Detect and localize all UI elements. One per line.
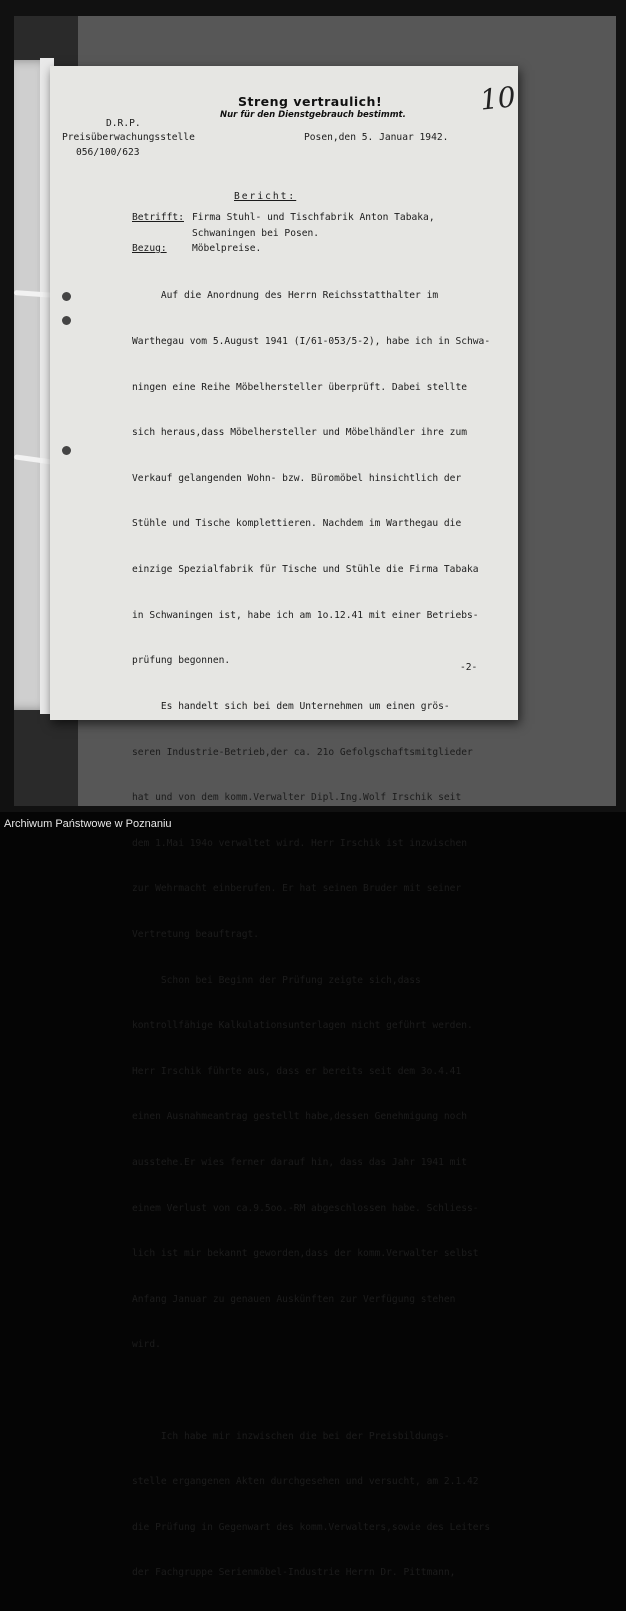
report-body bbox=[132, 258, 512, 1611]
punch-hole bbox=[62, 292, 71, 301]
body-line: einem Verlust von ca.9.5oo.-RM abgeschlossen habe. Schliess- bbox=[132, 1202, 479, 1214]
body-line: Es handelt sich bei dem Unternehmen um einen grös- bbox=[132, 700, 450, 712]
body-line: Vertretung beauftragt. bbox=[132, 928, 260, 940]
page-number: 10 bbox=[478, 80, 518, 117]
body-line: lich ist mir bekannt geworden,dass der komm.Verwalter selbst bbox=[132, 1248, 479, 1260]
subject-line-2: Schwaningen bei Posen. bbox=[192, 228, 320, 239]
body-line: Stühle und Tische komplettieren. Nachdem im Warthegau die bbox=[132, 518, 462, 530]
punch-hole bbox=[62, 316, 71, 325]
reference-label: Bezug: bbox=[132, 243, 167, 254]
body-line: dem 1.Mai 194o verwaltet wird. Herr Irschik ist inzwischen bbox=[132, 837, 468, 849]
continuation-mark: -2- bbox=[460, 662, 478, 673]
report-heading: Bericht: bbox=[234, 191, 297, 202]
body-line: sich heraus,dass Möbelhersteller und Möbelhändler ihre zum bbox=[132, 427, 468, 439]
body-line: Schon bei Beginn der Prüfung zeigte sich,dass bbox=[132, 974, 421, 986]
body-line: stelle ergangenen Akten durchgesehen und versucht, am 2.1.42 bbox=[132, 1476, 479, 1488]
confidential-stamp bbox=[220, 94, 406, 120]
stamp-line-1: Streng vertraulich! bbox=[238, 94, 383, 109]
body-line: kontrollfähige Kalkulationsunterlagen nicht geführt werden. bbox=[132, 1020, 473, 1032]
body-line: zur Wehrmacht einberufen. Er hat seinen Bruder mit seiner bbox=[132, 883, 462, 895]
punch-hole bbox=[62, 446, 71, 455]
subject-line-1: Firma Stuhl- und Tischfabrik Anton Tabaka, bbox=[192, 212, 435, 223]
body-line: wird. bbox=[132, 1339, 161, 1351]
sender-office: Preisüberwachungsstelle bbox=[62, 132, 195, 143]
file-reference: 056/100/623 bbox=[76, 147, 140, 158]
body-line: die Prüfung in Gegenwart des komm.Verwalters,sowie des Leiters bbox=[132, 1521, 491, 1533]
archive-caption: Archiwum Państwowe w Poznaniu bbox=[4, 818, 172, 830]
body-line: Anfang Januar zu genauen Auskünften zur Verfügung stehen bbox=[132, 1293, 456, 1305]
body-line: prüfung begonnen. bbox=[132, 655, 231, 667]
body-line: Herr Irschik führte aus, dass er bereits seit dem 3o.4.41 bbox=[132, 1065, 462, 1077]
reference-text: Möbelpreise. bbox=[192, 243, 262, 254]
body-line: seren Industrie-Betrieb,der ca. 21o Gefolgschaftsmitglieder bbox=[132, 746, 473, 758]
sender-abbrev: D.R.P. bbox=[106, 118, 141, 129]
body-line: ausstehe.Er wies ferner darauf hin, dass das Jahr 1941 mit bbox=[132, 1156, 468, 1168]
body-line: einen Ausnahmeantrag gestellt habe,dessen Genehmigung noch bbox=[132, 1111, 468, 1123]
body-line: Auf die Anordnung des Herrn Reichsstatthalter im bbox=[132, 290, 439, 302]
place-date: Posen,den 5. Januar 1942. bbox=[304, 132, 449, 143]
stamp-line-2: Nur für den Dienstgebrauch bestimmt. bbox=[220, 110, 406, 120]
body-line: der Fachgruppe Serienmöbel-Industrie Herrn Dr. Pittmann, bbox=[132, 1567, 456, 1579]
subject-label: Betrifft: bbox=[132, 212, 184, 223]
body-line: Ich habe mir inzwischen die bei der Preisbildungs- bbox=[132, 1430, 450, 1442]
body-line: hat und von dem komm.Verwalter Dipl.Ing.Wolf Irschik seit bbox=[132, 792, 462, 804]
body-line: Verkauf gelangenden Wohn- bzw. Büromöbel hinsichtlich der bbox=[132, 472, 462, 484]
body-line: Warthegau vom 5.August 1941 (I/61-053/5-2), habe ich in Schwa- bbox=[132, 336, 491, 348]
body-line: in Schwaningen ist, habe ich am 1o.12.41 mit einer Betriebs- bbox=[132, 609, 479, 621]
body-line: einzige Spezialfabrik für Tische und Stühle die Firma Tabaka bbox=[132, 564, 479, 576]
body-line bbox=[132, 1383, 512, 1398]
body-line: ningen eine Reihe Möbelhersteller überprüft. Dabei stellte bbox=[132, 381, 468, 393]
